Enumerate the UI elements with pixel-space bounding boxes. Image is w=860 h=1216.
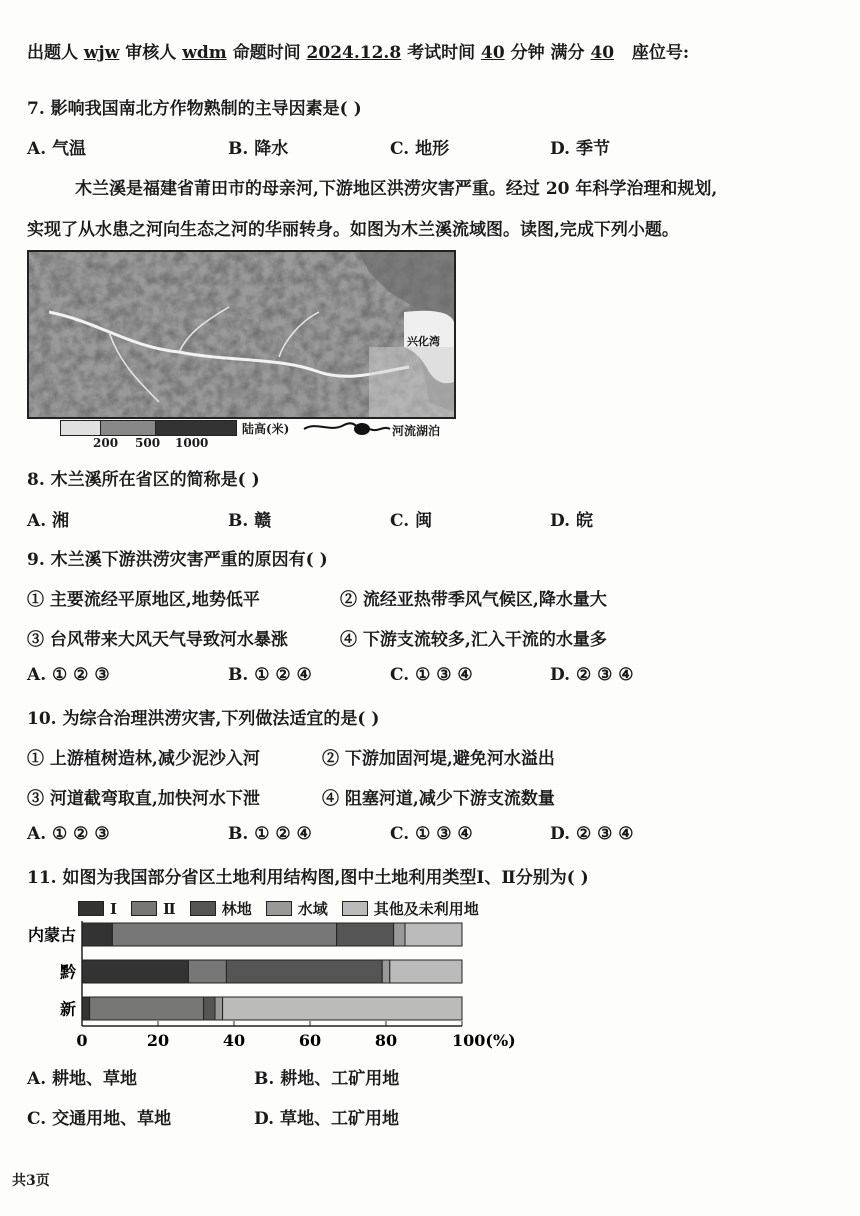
legend-label-other: 其他及未利用地 [373,900,479,918]
chart-bar-segment [215,997,223,1020]
legend-tick-200: 200 [93,436,119,450]
q7-stem: 7. 影响我国南北方作物熟制的主导因素是( ) [27,99,362,119]
chart-bar-segment [112,923,336,946]
chart-bar-segment [223,997,462,1020]
chart-bar-segment [337,923,394,946]
chart-bar-segment [390,960,462,983]
q9-option-a[interactable]: A. ① ② ③ [27,665,110,685]
q9-option-d[interactable]: D. ② ③ ④ [550,665,634,685]
q7-option-b[interactable]: B. 降水 [228,139,289,159]
map-lower-plain [369,347,454,417]
q7-option-a[interactable]: A. 气温 [27,139,87,159]
chart-category-label: 黔 [59,962,76,982]
legend-elev-low [60,420,102,436]
chart-category-label: 新 [59,999,76,1019]
chart-x-tick-label: 20 [146,1031,170,1050]
time-value: 40 [481,43,505,63]
q8-option-c[interactable]: C. 闽 [390,511,433,531]
q10-option-d[interactable]: D. ② ③ ④ [550,824,634,844]
chart-bar-segment [82,997,90,1020]
q7-option-c[interactable]: C. 地形 [390,139,450,159]
q7-option-d[interactable]: D. 季节 [550,139,610,159]
legend-elev-mid [100,420,157,436]
q10-statement-3: ③ 河道截弯取直,加快河水下泄 [27,789,260,809]
legend-swatch-forest [190,901,216,916]
chart-x-tick-label: 100(%) [452,1031,516,1050]
q11-option-a[interactable]: A. 耕地、草地 [27,1069,138,1089]
mulanxi-basin-map [27,250,456,419]
q8-stem: 8. 木兰溪所在省区的简称是( ) [27,470,260,490]
chart-x-tick-label: 40 [222,1031,246,1050]
q8-option-a[interactable]: A. 湘 [27,511,70,531]
seat-label: 座位号: [631,43,690,63]
legend-swatch-type-2 [131,901,157,916]
chart-bar-segment [226,960,382,983]
q8-option-d[interactable]: D. 皖 [550,511,593,531]
q9-statement-3: ③ 台风带来大风天气导致河水暴涨 [27,630,288,650]
setter-label: 出题人 [27,43,78,63]
chart-bar-segment [90,997,204,1020]
chart-bar-segment [188,960,226,983]
q10-option-a[interactable]: A. ① ② ③ [27,824,110,844]
reviewer-label: 审核人 [125,43,177,63]
legend-elev-high [155,420,237,436]
chart-bar-segment [382,960,390,983]
legend-swatch-other [342,901,368,916]
reviewer-value: wdm [182,43,227,63]
legend-label-forest: 林地 [221,900,252,918]
q9-stem: 9. 木兰溪下游洪涝灾害严重的原因有( ) [27,550,328,570]
date-label: 命题时间 [232,43,301,63]
legend-tick-1000: 1000 [175,436,209,450]
date-value: 2024.12.8 [306,43,402,63]
legend-swatch-type-1 [78,901,104,916]
time-unit: 分钟 [510,43,545,63]
q10-statement-4: ④ 阻塞河道,减少下游支流数量 [322,789,555,809]
chart-x-tick-label: 60 [298,1031,322,1050]
land-use-chart [0,915,560,1050]
q10-stem: 10. 为综合治理洪涝灾害,下列做法适宜的是( ) [27,709,380,729]
q10-option-b[interactable]: B. ① ② ④ [228,824,312,844]
q11-option-d[interactable]: D. 草地、工矿用地 [254,1109,399,1129]
score-value: 40 [590,43,615,63]
q9-option-c[interactable]: C. ① ③ ④ [390,665,473,685]
map-label-bay: 兴化湾 [407,335,440,348]
legend-label-type-1: Ⅰ [110,899,118,918]
chart-bar-segment [405,923,462,946]
time-label: 考试时间 [407,43,476,63]
q8-option-b[interactable]: B. 赣 [228,511,272,531]
chart-bar-segment [82,923,112,946]
q10-option-c[interactable]: C. ① ③ ④ [390,824,473,844]
legend-elevation-label: 陆高(米) [242,422,290,436]
legend-swatch-water [266,901,292,916]
q9-statement-2: ② 流经亚热带季风气候区,降水量大 [340,590,607,610]
q10-statement-1: ① 上游植树造林,减少泥沙入河 [27,749,260,769]
chart-bar-segment [82,960,188,983]
q11-option-c[interactable]: C. 交通用地、草地 [27,1109,172,1129]
setter-value: wjw [83,43,120,63]
passage-line-1: 木兰溪是福建省莆田市的母亲河,下游地区洪涝灾害严重。经过 20 年科学治理和规划, [75,179,718,199]
legend-label-water: 水域 [297,900,328,918]
passage-line-2: 实现了从水患之河向生态之河的华丽转身。如图为木兰溪流域图。读图,完成下列小题。 [27,220,679,240]
chart-x-tick-label: 0 [76,1031,88,1050]
q11-stem: 11. 如图为我国部分省区土地利用结构图,图中土地利用类型Ⅰ、Ⅱ分别为( ) [27,868,589,888]
q9-statement-1: ① 主要流经平原地区,地势低平 [27,590,260,610]
legend-tick-500: 500 [135,436,161,450]
q9-option-b[interactable]: B. ① ② ④ [228,665,312,685]
q10-statement-2: ② 下游加固河堤,避免河水溢出 [322,749,555,769]
chart-bar-segment [204,997,215,1020]
chart-bar-segment [394,923,405,946]
chart-x-tick-label: 80 [374,1031,398,1050]
legend-river-label: 河流湖泊 [392,424,441,438]
q9-statement-4: ④ 下游支流较多,汇入干流的水量多 [340,630,607,650]
q11-option-b[interactable]: B. 耕地、工矿用地 [254,1069,400,1089]
legend-river-icon [302,417,392,439]
chart-category-label: 内蒙古 [27,925,76,945]
exam-header [27,38,689,63]
legend-label-type-2: Ⅱ [163,899,176,918]
page-count: 共3页 [12,1173,50,1189]
score-label: 满分 [550,43,585,63]
